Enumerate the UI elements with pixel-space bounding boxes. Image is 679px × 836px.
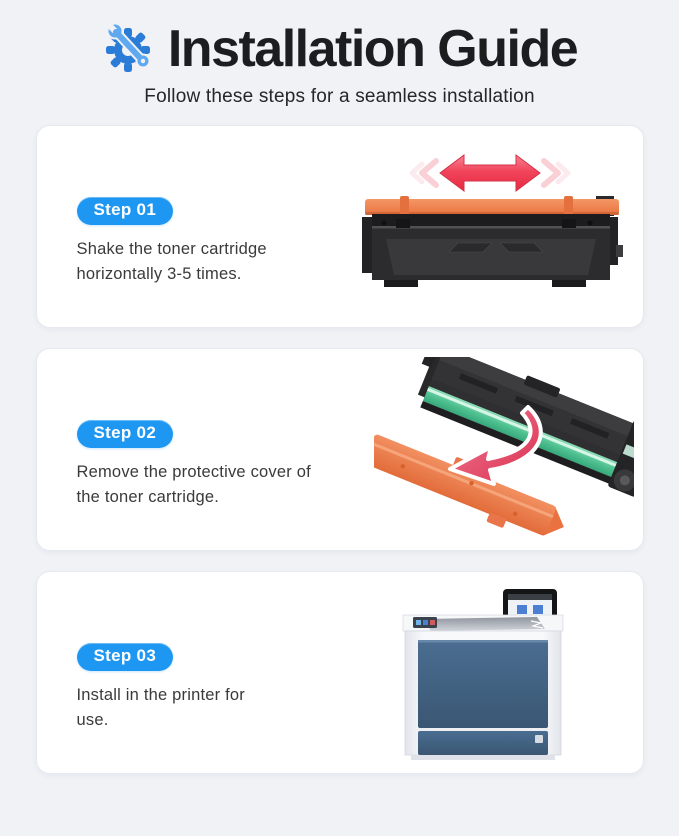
shake-horizontal-arrow-icon xyxy=(412,155,568,191)
step-1-badge: Step 01 xyxy=(77,197,174,225)
toner-cartridge-shake-image xyxy=(340,149,640,304)
step-2-text: Remove the protective cover of the toner cartridge. xyxy=(76,462,311,507)
toner-cartridge-cover-removal-image xyxy=(374,357,634,542)
step-card-2 xyxy=(36,348,644,551)
printer-image xyxy=(393,577,573,768)
step-card-3 xyxy=(36,571,644,774)
page-header xyxy=(0,0,679,108)
gear-wrench-icon xyxy=(102,22,156,76)
step-card-1 xyxy=(36,125,644,328)
toner-cartridge-front xyxy=(362,196,623,287)
printer-top xyxy=(403,615,563,631)
step-2-badge: Step 02 xyxy=(77,420,174,448)
page-subtitle: Follow these steps for a seamless installation xyxy=(144,85,535,107)
steps-list xyxy=(36,125,644,774)
step-1-text: Shake the toner cartridge horizontally 3-5 times. xyxy=(76,239,267,284)
step-3-text: Install in the printer for use. xyxy=(76,685,245,730)
page-title: Installation Guide xyxy=(167,20,578,78)
printer-body xyxy=(405,631,561,760)
step-3-badge: Step 03 xyxy=(77,643,174,671)
